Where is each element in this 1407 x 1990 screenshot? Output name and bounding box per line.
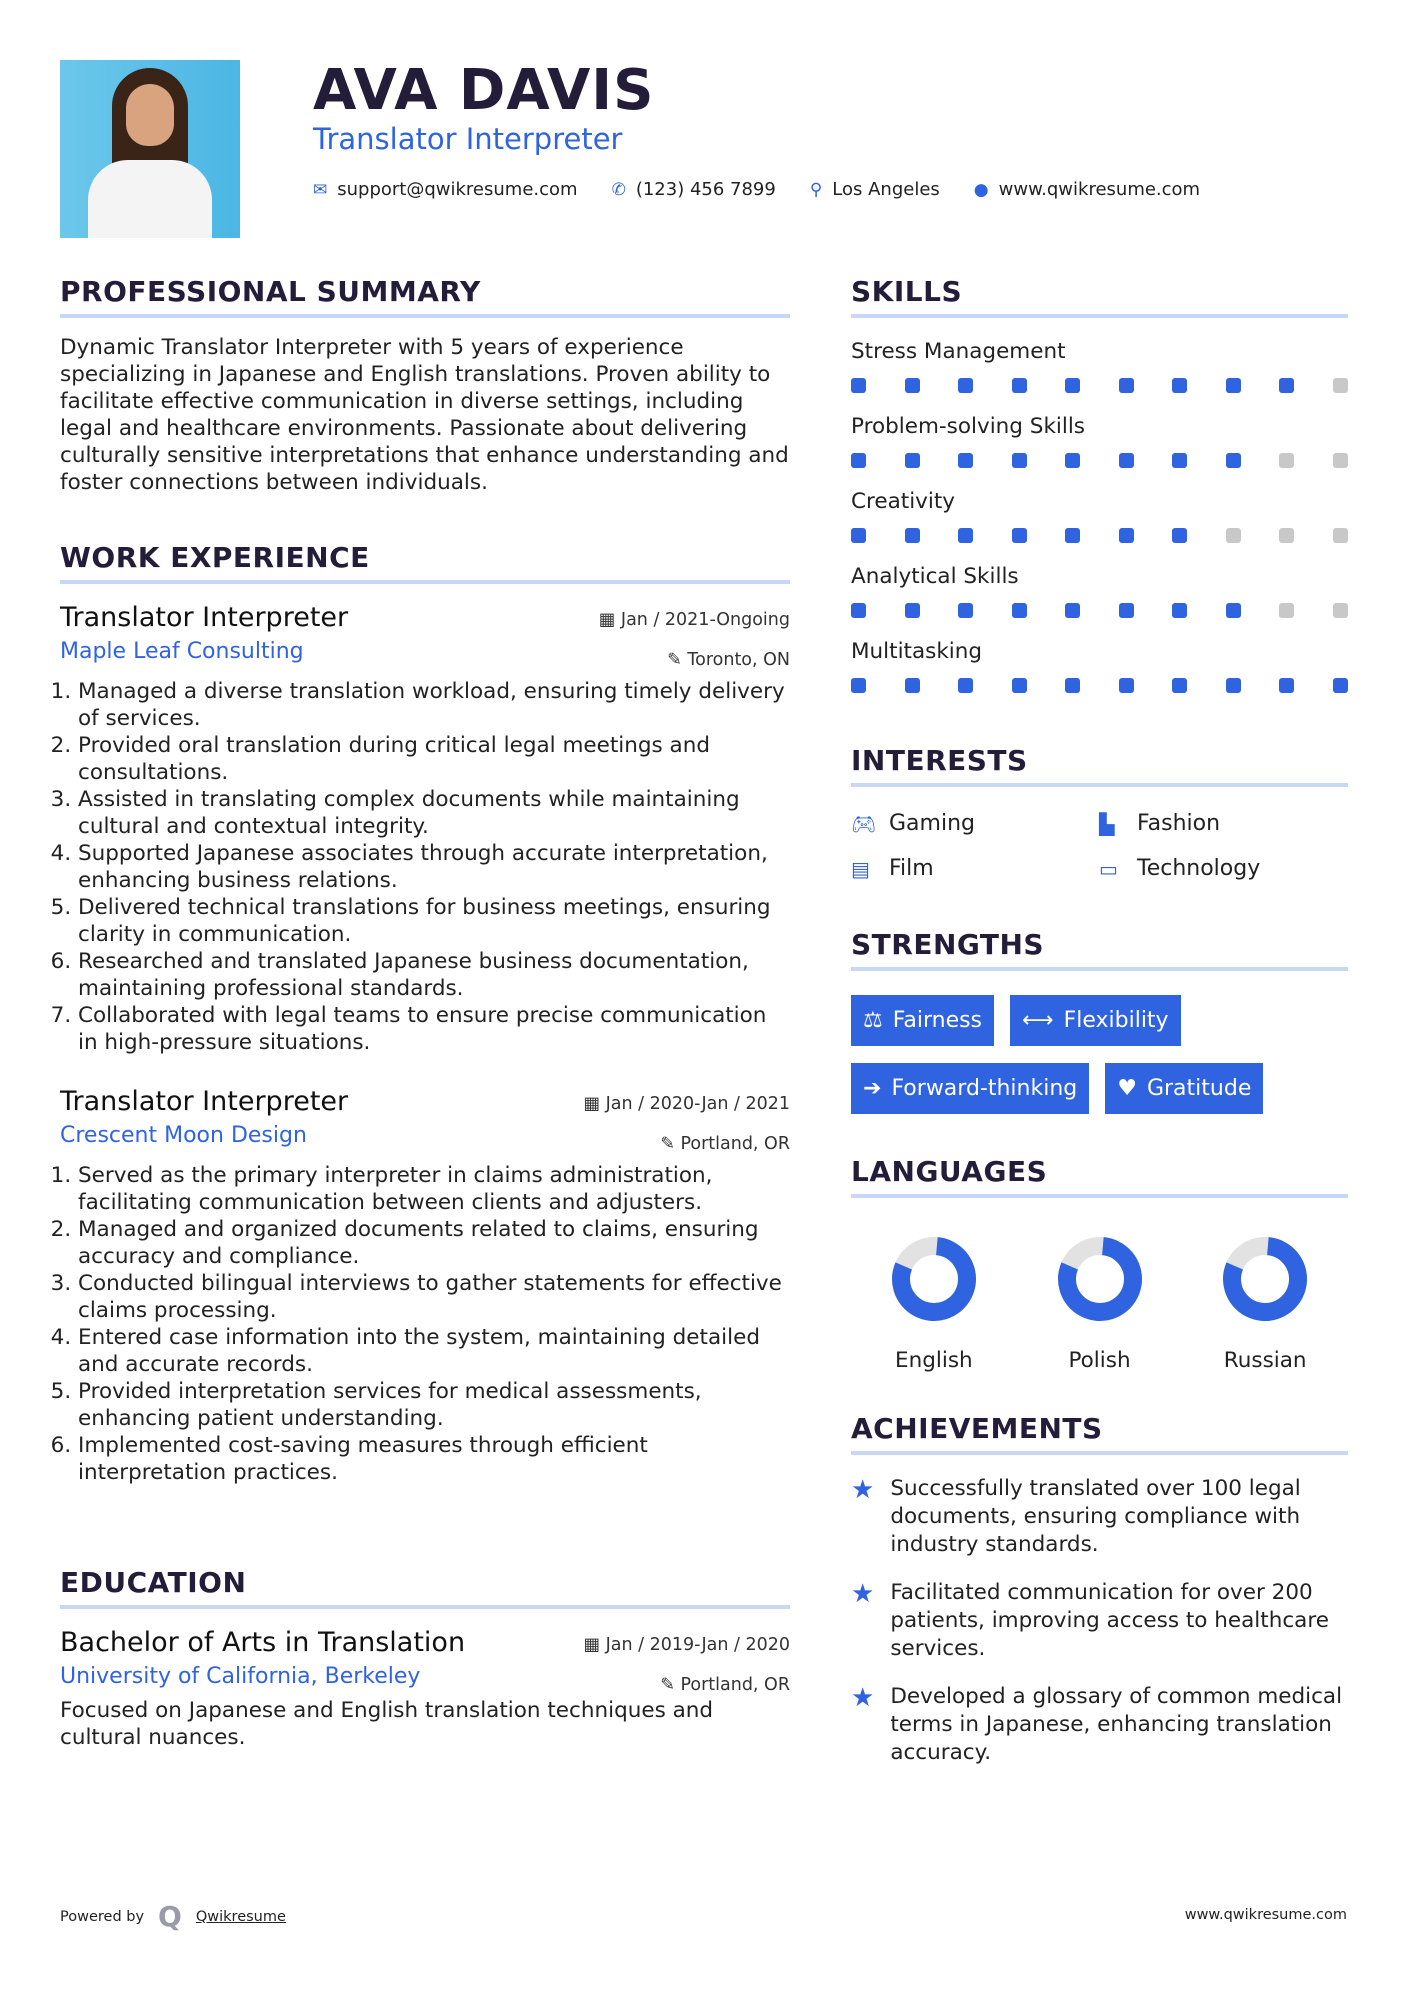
rating-dot xyxy=(1012,603,1027,618)
experience-section xyxy=(60,541,790,1486)
bullet: 5. Provided interpretation services for medical assessments, enhancing patient understanding. xyxy=(78,1378,790,1432)
education-date: ▦ Jan / 2019-Jan / 2020 xyxy=(583,1635,790,1655)
section-heading: PROFESSIONAL SUMMARY xyxy=(60,275,790,318)
rating-dot xyxy=(1065,528,1080,543)
skill-name: Multitasking xyxy=(851,639,983,664)
skill-name: Creativity xyxy=(851,489,956,514)
language-item xyxy=(851,1234,1017,1373)
rating-dot xyxy=(958,453,973,468)
footer-website[interactable]: www.qwikresume.com xyxy=(1184,1907,1347,1923)
website[interactable]: www.qwikresume.com xyxy=(998,179,1201,200)
rating-dot xyxy=(905,453,920,468)
achievement-item: ★ Facilitated communication for over 200 patients, improving access to healthcare services. xyxy=(851,1579,1329,1661)
education-section xyxy=(60,1566,790,1751)
rating-dot xyxy=(851,603,866,618)
strength-badge: ➔ Forward-thinking xyxy=(851,1063,1089,1114)
interest-item: ▤ Film xyxy=(851,856,934,881)
languages-list xyxy=(851,1234,1348,1373)
languages-section xyxy=(851,1155,1348,1373)
skill-item xyxy=(851,489,1348,543)
phone: (123) 456 7899 xyxy=(635,179,776,200)
footer-powered-by xyxy=(60,1900,286,1933)
rating-dot xyxy=(1226,528,1241,543)
bullet: 1. Served as the primary interpreter in claims administration, facilitating communication between clients and adjusters. xyxy=(78,1162,790,1216)
language-name: English xyxy=(895,1348,973,1373)
skill-name: Stress Management xyxy=(851,339,1066,364)
rating-dot xyxy=(851,528,866,543)
balance-scale-icon: ⚖ xyxy=(863,1008,883,1033)
skill-item xyxy=(851,339,1348,393)
arrow-right-icon: ➔ xyxy=(863,1076,882,1101)
company-name: Crescent Moon Design xyxy=(60,1123,307,1148)
rating-dot xyxy=(1279,678,1294,693)
laptop-icon: ▭ xyxy=(1099,856,1118,881)
section-heading: LANGUAGES xyxy=(851,1155,1348,1198)
job-bullets xyxy=(60,678,790,1056)
interest-item: ▭ Technology xyxy=(1099,856,1261,881)
skill-item xyxy=(851,414,1348,468)
rating-dot xyxy=(1226,603,1241,618)
job-title: Translator Interpreter xyxy=(60,602,349,633)
rating-dot xyxy=(905,603,920,618)
job-entry xyxy=(60,602,790,1056)
achievements-section xyxy=(851,1412,1348,1767)
rating-dot xyxy=(905,528,920,543)
bullet: 6. Researched and translated Japanese business documentation, maintaining professional standards. xyxy=(78,948,790,1002)
section-heading: EDUCATION xyxy=(60,1566,790,1609)
language-donut xyxy=(889,1234,979,1324)
rating-dot xyxy=(1333,528,1348,543)
strengths-section xyxy=(851,928,1348,1114)
job-date: ▦ Jan / 2020-Jan / 2021 xyxy=(583,1094,790,1114)
rating-dot xyxy=(1012,678,1027,693)
bullet: 4. Entered case information into the system, maintaining detailed and accurate records. xyxy=(78,1324,790,1378)
bullet: 6. Implemented cost-saving measures through efficient interpretation practices. xyxy=(78,1432,790,1486)
degree: Bachelor of Arts in Translation xyxy=(60,1627,466,1658)
rating-dot xyxy=(1279,528,1294,543)
location: Los Angeles xyxy=(832,179,940,200)
candidate-name: AVA DAVIS xyxy=(313,58,655,123)
language-item xyxy=(1182,1234,1348,1373)
rating-dot xyxy=(1333,603,1348,618)
rating-dot xyxy=(1012,378,1027,393)
language-name: Polish xyxy=(1068,1348,1131,1373)
rating-dot xyxy=(1065,378,1080,393)
job-title: Translator Interpreter xyxy=(60,1086,349,1117)
skill-rating xyxy=(851,378,1348,393)
bullet: 2. Provided oral translation during critical legal meetings and consultations. xyxy=(78,732,790,786)
rating-dot xyxy=(1333,378,1348,393)
rating-dot xyxy=(958,528,973,543)
language-donut xyxy=(1055,1234,1145,1324)
rating-dot xyxy=(1119,678,1134,693)
skills-section xyxy=(851,275,1348,693)
rating-dot xyxy=(1226,453,1241,468)
rating-dot xyxy=(1172,453,1187,468)
bullet: 7. Collaborated with legal teams to ensure precise communication in high-pressure situations. xyxy=(78,1002,790,1056)
contact-bar xyxy=(313,179,1200,200)
profile-photo xyxy=(60,60,240,238)
interest-item: 🎮︎ Gaming xyxy=(851,811,975,836)
star-icon: ★ xyxy=(851,1579,875,1609)
job-date: ▦ Jan / 2021-Ongoing xyxy=(598,610,790,630)
bullet: 3. Conducted bilingual interviews to gather statements for effective claims processing. xyxy=(78,1270,790,1324)
education-entry xyxy=(60,1627,790,1751)
school-name: University of California, Berkeley xyxy=(60,1664,421,1689)
strengths-list xyxy=(851,995,1348,1114)
rating-dot xyxy=(1172,528,1187,543)
brand-link[interactable]: Qwikresume xyxy=(195,1908,286,1925)
section-heading: SKILLS xyxy=(851,275,1348,318)
strength-badge: ⚖ Fairness xyxy=(851,995,994,1046)
job-entry xyxy=(60,1086,790,1486)
interest-item: ▙ Fashion xyxy=(1099,811,1221,836)
rating-dot xyxy=(1065,678,1080,693)
skill-name: Problem-solving Skills xyxy=(851,414,1086,439)
rating-dot xyxy=(1065,453,1080,468)
globe-icon: ● xyxy=(973,179,989,200)
language-donut xyxy=(1220,1234,1310,1324)
rating-dot xyxy=(1065,603,1080,618)
rating-dot xyxy=(1279,603,1294,618)
summary-section xyxy=(60,275,790,496)
interests-section xyxy=(851,744,1348,881)
powered-by-label: Powered by xyxy=(60,1908,145,1925)
rating-dot xyxy=(1172,603,1187,618)
phone-icon: ✆ xyxy=(611,179,626,200)
rating-dot xyxy=(1119,603,1134,618)
rating-dot xyxy=(1172,678,1187,693)
shopping-bag-icon: ▙ xyxy=(1099,811,1115,836)
rating-dot xyxy=(1012,528,1027,543)
rating-dot xyxy=(1119,453,1134,468)
star-icon: ★ xyxy=(851,1683,875,1713)
rating-dot xyxy=(958,378,973,393)
rating-dot xyxy=(1226,378,1241,393)
bullet: 3. Assisted in translating complex documents while maintaining cultural and contextual integrity. xyxy=(78,786,790,840)
strength-badge: ⟷ Flexibility xyxy=(1010,995,1181,1046)
rating-dot xyxy=(1226,678,1241,693)
rating-dot xyxy=(905,678,920,693)
email[interactable]: support@qwikresume.com xyxy=(337,179,578,200)
rating-dot xyxy=(1119,378,1134,393)
location-pin-icon: ⚲ xyxy=(809,179,823,200)
rating-dot xyxy=(905,378,920,393)
skill-item xyxy=(851,639,1348,693)
rating-dot xyxy=(1279,453,1294,468)
rating-dot xyxy=(1333,678,1348,693)
skill-rating xyxy=(851,528,1348,543)
section-heading: ACHIEVEMENTS xyxy=(851,1412,1348,1455)
qwikresume-logo-icon: Q xyxy=(158,1900,182,1933)
interests-list xyxy=(851,811,1348,881)
section-heading: STRENGTHS xyxy=(851,928,1348,971)
job-bullets xyxy=(60,1162,790,1486)
star-icon: ★ xyxy=(851,1475,875,1505)
strength-badge: ♥ Gratitude xyxy=(1105,1063,1263,1114)
skill-rating xyxy=(851,678,1348,693)
bullet: 4. Supported Japanese associates through accurate interpretation, enhancing business relations. xyxy=(78,840,790,894)
skill-rating xyxy=(851,453,1348,468)
section-heading: WORK EXPERIENCE xyxy=(60,541,790,584)
achievement-item: ★ Developed a glossary of common medical terms in Japanese, enhancing translation accuracy. xyxy=(851,1683,1343,1765)
bullet: 1. Managed a diverse translation workload, ensuring timely delivery of services. xyxy=(78,678,790,732)
email-icon: ✉ xyxy=(313,179,328,200)
skills-list xyxy=(851,339,1348,693)
rating-dot xyxy=(1119,528,1134,543)
company-name: Maple Leaf Consulting xyxy=(60,639,304,664)
skill-item xyxy=(851,564,1348,618)
education-location: ✎ Portland, OR xyxy=(660,1675,790,1695)
heart-icon: ♥ xyxy=(1117,1076,1137,1101)
rating-dot xyxy=(851,678,866,693)
bullet: 2. Managed and organized documents related to claims, ensuring accuracy and compliance. xyxy=(78,1216,790,1270)
skill-rating xyxy=(851,603,1348,618)
rating-dot xyxy=(1012,453,1027,468)
rating-dot xyxy=(1172,378,1187,393)
rating-dot xyxy=(1333,453,1348,468)
summary-text: Dynamic Translator Interpreter with 5 years of experience specializing in Japanese and English translations. Proven ability to facilitate effective communication in diverse settings, including legal and healthcare environments. Passionate about delivering culturally sensitive interpretations that enhance understanding and foster connections between individuals. xyxy=(60,335,789,495)
skill-name: Analytical Skills xyxy=(851,564,1019,589)
achievement-item: ★ Successfully translated over 100 legal documents, ensuring compliance with industry standards. xyxy=(851,1475,1301,1557)
rating-dot xyxy=(958,678,973,693)
rating-dot xyxy=(851,453,866,468)
language-item xyxy=(1017,1234,1183,1373)
job-location: ✎ Portland, OR xyxy=(660,1134,790,1154)
bullet: 5. Delivered technical translations for business meetings, ensuring clarity in communication. xyxy=(78,894,790,948)
rating-dot xyxy=(1279,378,1294,393)
film-icon: ▤ xyxy=(851,856,870,881)
language-name: Russian xyxy=(1223,1348,1307,1373)
job-location: ✎ Toronto, ON xyxy=(667,650,790,670)
arrows-horizontal-icon: ⟷ xyxy=(1022,1008,1054,1033)
candidate-title: Translator Interpreter xyxy=(313,122,623,156)
gamepad-icon: 🎮︎ xyxy=(851,811,877,836)
section-heading: INTERESTS xyxy=(851,744,1348,787)
rating-dot xyxy=(958,603,973,618)
education-description: Focused on Japanese and English translation techniques and cultural nuances. xyxy=(60,1698,714,1750)
rating-dot xyxy=(851,378,866,393)
